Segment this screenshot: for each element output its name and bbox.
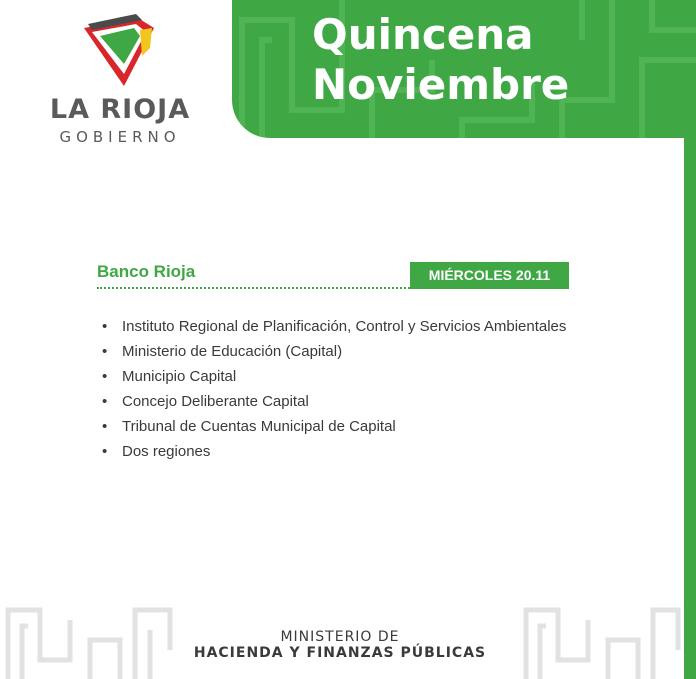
footer-pattern-left xyxy=(0,600,180,679)
list-item: • Instituto Regional de Planificación, Control y Servicios Ambientales xyxy=(100,314,566,339)
right-accent-bar xyxy=(684,138,696,679)
entity-list xyxy=(100,314,566,464)
date-badge: MIÉRCOLES 20.11 xyxy=(410,262,569,289)
title-line-1: Quincena xyxy=(312,10,534,59)
list-item: • Concejo Deliberante Capital xyxy=(100,389,566,414)
la-rioja-logo xyxy=(40,14,200,144)
bank-title: Banco Rioja xyxy=(97,262,196,281)
logo-subtitle: GOBIERNO xyxy=(59,128,181,146)
list-item: • Municipio Capital xyxy=(100,364,566,389)
title-line-2: Noviembre xyxy=(312,60,570,109)
list-item: • Tribunal de Cuentas Municipal de Capital xyxy=(100,414,566,439)
footer-pattern-right xyxy=(518,600,684,679)
la-rioja-emblem-icon xyxy=(80,14,160,92)
dotted-divider xyxy=(97,287,413,289)
page-title xyxy=(312,10,569,110)
header-banner xyxy=(232,0,696,138)
ministry-footer xyxy=(180,629,500,661)
ministry-line-2: HACIENDA Y FINANZAS PÚBLICAS xyxy=(193,645,487,661)
logo-title: LA RIOJA xyxy=(49,94,191,125)
list-item: • Dos regiones xyxy=(100,439,566,464)
ministry-line-1: MINISTERIO DE xyxy=(280,629,400,645)
list-item: • Ministerio de Educación (Capital) xyxy=(100,339,566,364)
